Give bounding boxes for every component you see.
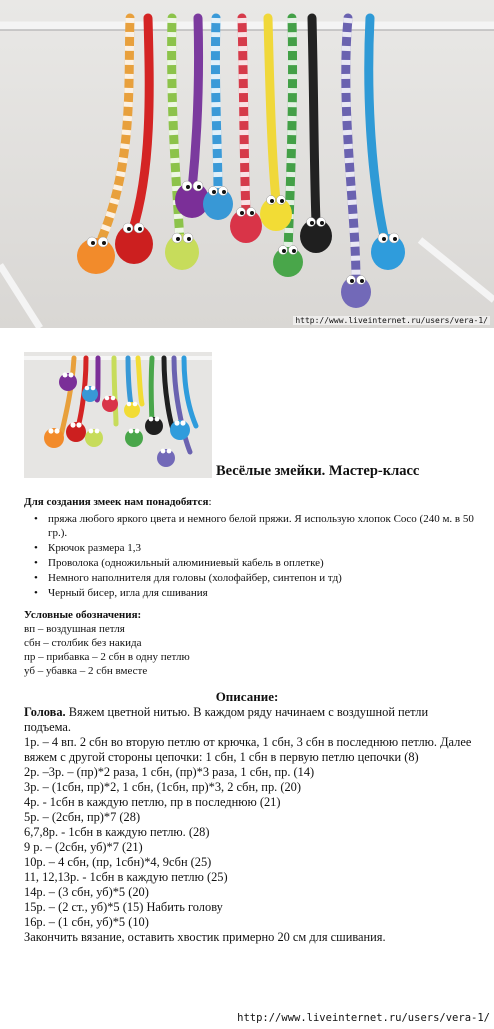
- row-line: 5р. – (2сбн, пр)*7 (28): [24, 810, 141, 824]
- row-line: 6,7,8р. - 1сбн в каждую петлю. (28): [24, 825, 210, 839]
- thumbnail-photo-illustration: [24, 352, 212, 478]
- description-section: [24, 705, 472, 945]
- row-line: 9 р. – (2сбн, уб)*7 (21): [24, 840, 143, 854]
- row-line: 16р. – (1 сбн, уб)*5 (10): [24, 915, 149, 929]
- legend-item: сбн – столбик без накида: [24, 637, 142, 649]
- head-intro: Вяжем цветной нитью. В каждом ряду начинаем с воздушной петли подъема.: [24, 705, 429, 734]
- legend-section: [24, 608, 484, 678]
- description-heading: Описание:: [215, 689, 279, 704]
- head-intro-paragraph: [24, 705, 472, 735]
- watermark-url-top: http://www.liveinternet.ru/users/vera-1/: [295, 316, 488, 325]
- materials-heading-line: [24, 495, 484, 509]
- row-line: 14р. – (3 сбн, уб)*5 (20): [24, 885, 149, 899]
- hero-photo: [0, 0, 494, 328]
- list-item: • Крючок размера 1,3: [48, 541, 484, 555]
- materials-heading: Для создания змеек нам понадобятся: [24, 496, 209, 508]
- legend-heading: Условные обозначения:: [24, 609, 142, 621]
- materials-section: [24, 495, 484, 601]
- legend-item: пр – прибавка – 2 сбн в одну петлю: [24, 651, 190, 663]
- watermark-url-bottom: http://www.liveinternet.ru/users/vera-1/: [237, 1012, 490, 1024]
- list-item: • пряжа любого яркого цвета и немного белой пряжи. Я использую хлопок Coco (240 м. в 50 гр.).: [48, 512, 484, 540]
- legend-item: вп – воздушная петля: [24, 623, 125, 635]
- row-line: 2р. –3р. – (пр)*2 раза, 1 сбн, (пр)*3 раза, 1 сбн, пр. (14): [24, 765, 315, 779]
- materials-list: [24, 512, 484, 600]
- list-item: • Черный бисер, игла для сшивания: [48, 586, 484, 600]
- list-item: • Немного наполнителя для головы (холофайбер, синтепон и тд): [48, 571, 484, 585]
- row-line: 15р. – (2 ст., уб)*5 (15) Набить голову: [24, 900, 223, 914]
- thumbnail-photo: [24, 352, 212, 478]
- row-line: 11, 12,13р. - 1сбн в каждую петлю (25): [24, 870, 228, 884]
- legend-item: уб – убавка – 2 сбн вместе: [24, 665, 148, 677]
- row-line: 4р. - 1сбн в каждую петлю, пр в последнюю (21): [24, 795, 281, 809]
- row-line: 1р. – 4 вп. 2 сбн во вторую петлю от крючка, 1 сбн, 3 сбн в последнюю петлю. Далее вяжем с другой стороны цепочки: 1 сбн, 1 сбн в первую петлю цепочки (8): [24, 735, 472, 764]
- page-title: Весёлые змейки. Мастер-класс: [216, 463, 420, 479]
- row-line: Закончить вязание, оставить хвостик примерно 20 см для сшивания.: [24, 930, 386, 944]
- materials-heading-suffix: :: [208, 496, 212, 508]
- list-item: • Проволока (одножильный алюминиевый кабель в оплетке): [48, 556, 484, 570]
- head-label: Голова.: [24, 705, 66, 719]
- hero-photo-illustration: [0, 0, 494, 328]
- row-line: 10р. – 4 сбн, (пр, 1сбн)*4, 9сбн (25): [24, 855, 212, 869]
- row-line: 3р. – (1сбн, пр)*2, 1 сбн, (1сбн, пр)*3, 2 сбн, пр. (20): [24, 780, 301, 794]
